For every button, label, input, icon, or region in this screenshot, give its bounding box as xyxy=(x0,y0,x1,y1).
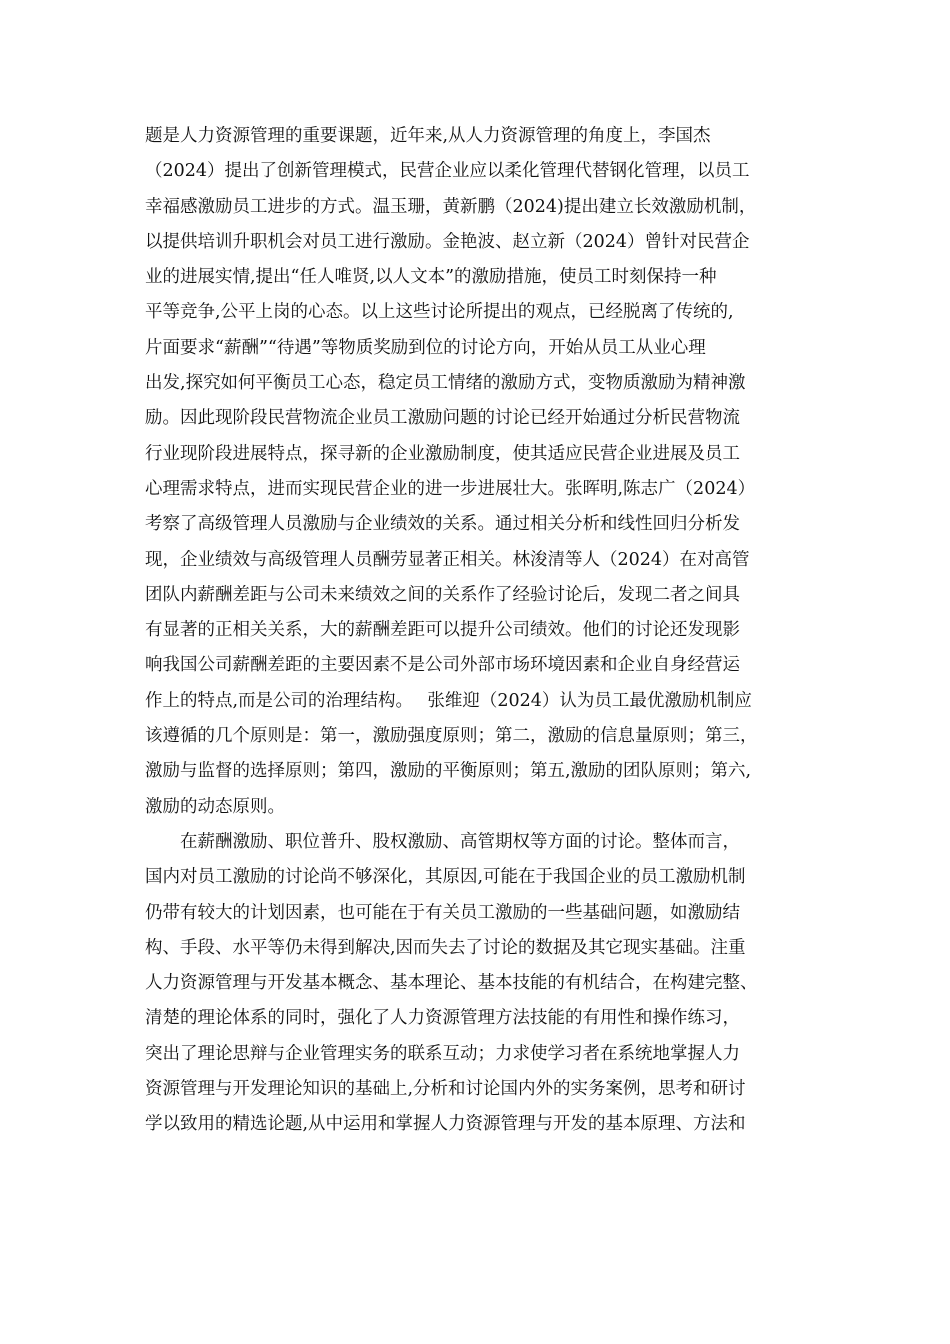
text-line: 激励与监督的选择原则；第四，激励的平衡原则；第五,激励的团队原则；第六, xyxy=(145,761,752,782)
text-line: 有显著的正相关关系，大的薪酬差距可以提升公司绩效。他们的讨论还发现影 xyxy=(145,620,740,641)
text-line: 励。因此现阶段民营物流企业员工激励问题的讨论已经开始通过分析民营物流 xyxy=(145,408,740,429)
text-line: 幸福感激励员工进步的方式。温玉珊，黄新鹏（2024)提出建立长效激励机制， xyxy=(145,196,757,217)
text-line: 作上的特点,而是公司的治理结构。 张维迎（2024）认为员工最优激励机制应 xyxy=(145,690,752,711)
text-line: 行业现阶段进展特点，探寻新的企业激励制度，使其适应民营企业进展及员工 xyxy=(145,443,740,464)
text-line: 响我国公司薪酬差距的主要因素不是公司外部市场环境因素和企业自身经营运 xyxy=(145,655,740,676)
text-line: 该遵循的几个原则是：第一，激励强度原则；第二，激励的信息量原则；第三， xyxy=(145,726,758,747)
text-line: 资源管理与开发理论知识的基础上,分析和讨论国内外的实务案例，思考和研讨 xyxy=(145,1079,746,1100)
text-line: 人力资源管理与开发基本概念、基本理论、基本技能的有机结合，在构建完整、 xyxy=(145,973,758,994)
text-line: 清楚的理论体系的同时，强化了人力资源管理方法技能的有用性和操作练习， xyxy=(145,1008,740,1029)
text-line: 国内对员工激励的讨论尚不够深化，其原因,可能在于我国企业的员工激励机制 xyxy=(145,867,746,888)
text-line: （2024）提出了创新管理模式，民营企业应以柔化管理代替钢化管理，以员工 xyxy=(145,161,750,182)
text-line: 构、手段、水平等仍未得到解决,因而失去了讨论的数据及其它现实基础。注重 xyxy=(145,937,746,958)
text-line: 突出了理论思辩与企业管理实务的联系互动；力求使学习者在系统地掌握人力 xyxy=(145,1043,740,1064)
text-line: 以提供培训升职机会对员工进行激励。金艳波、赵立新（2024）曾针对民营企 xyxy=(145,231,750,252)
body-text xyxy=(145,119,815,1143)
text-line: 团队内薪酬差距与公司未来绩效之间的关系作了经验讨论后，发现二者之间具 xyxy=(145,584,740,605)
text-line: 心理需求特点，进而实现民营企业的进一步进展壮大。张晖明,陈志广（2024） xyxy=(145,478,756,499)
text-line: 激励的动态原则。 xyxy=(145,796,285,817)
text-line: 片面要求“薪酬”“待遇”等物质奖励到位的讨论方向，开始从员工从业心理 xyxy=(145,337,706,358)
text-line: 考察了高级管理人员激励与企业绩效的关系。通过相关分析和线性回归分析发 xyxy=(145,514,740,535)
text-line: 学以致用的精选论题,从中运用和掌握人力资源管理与开发的基本原理、方法和 xyxy=(145,1114,746,1135)
text-line: 业的进展实情,提出“任人唯贤,以人文本”的激励措施，使员工时刻保持一种 xyxy=(145,267,717,288)
text-line: 题是人力资源管理的重要课题，近年来,从人力资源管理的角度上，李国杰 xyxy=(145,126,711,146)
text-line: 出发,探究如何平衡员工心态，稳定员工情绪的激励方式，变物质激励为精神激 xyxy=(145,373,746,394)
text-line: 平等竞争,公平上岗的心态。以上这些讨论所提出的观点，已经脱离了传统的, xyxy=(145,302,734,323)
text-line: 仍带有较大的计划因素，也可能在于有关员工激励的一些基础问题，如激励结 xyxy=(145,902,740,923)
text-line: 在薪酬激励、职位普升、股权激励、高管期权等方面的讨论。整体而言， xyxy=(145,831,740,852)
text-line: 现，企业绩效与高级管理人员酬劳显著正相关。林浚清等人（2024）在对高管 xyxy=(145,549,750,570)
